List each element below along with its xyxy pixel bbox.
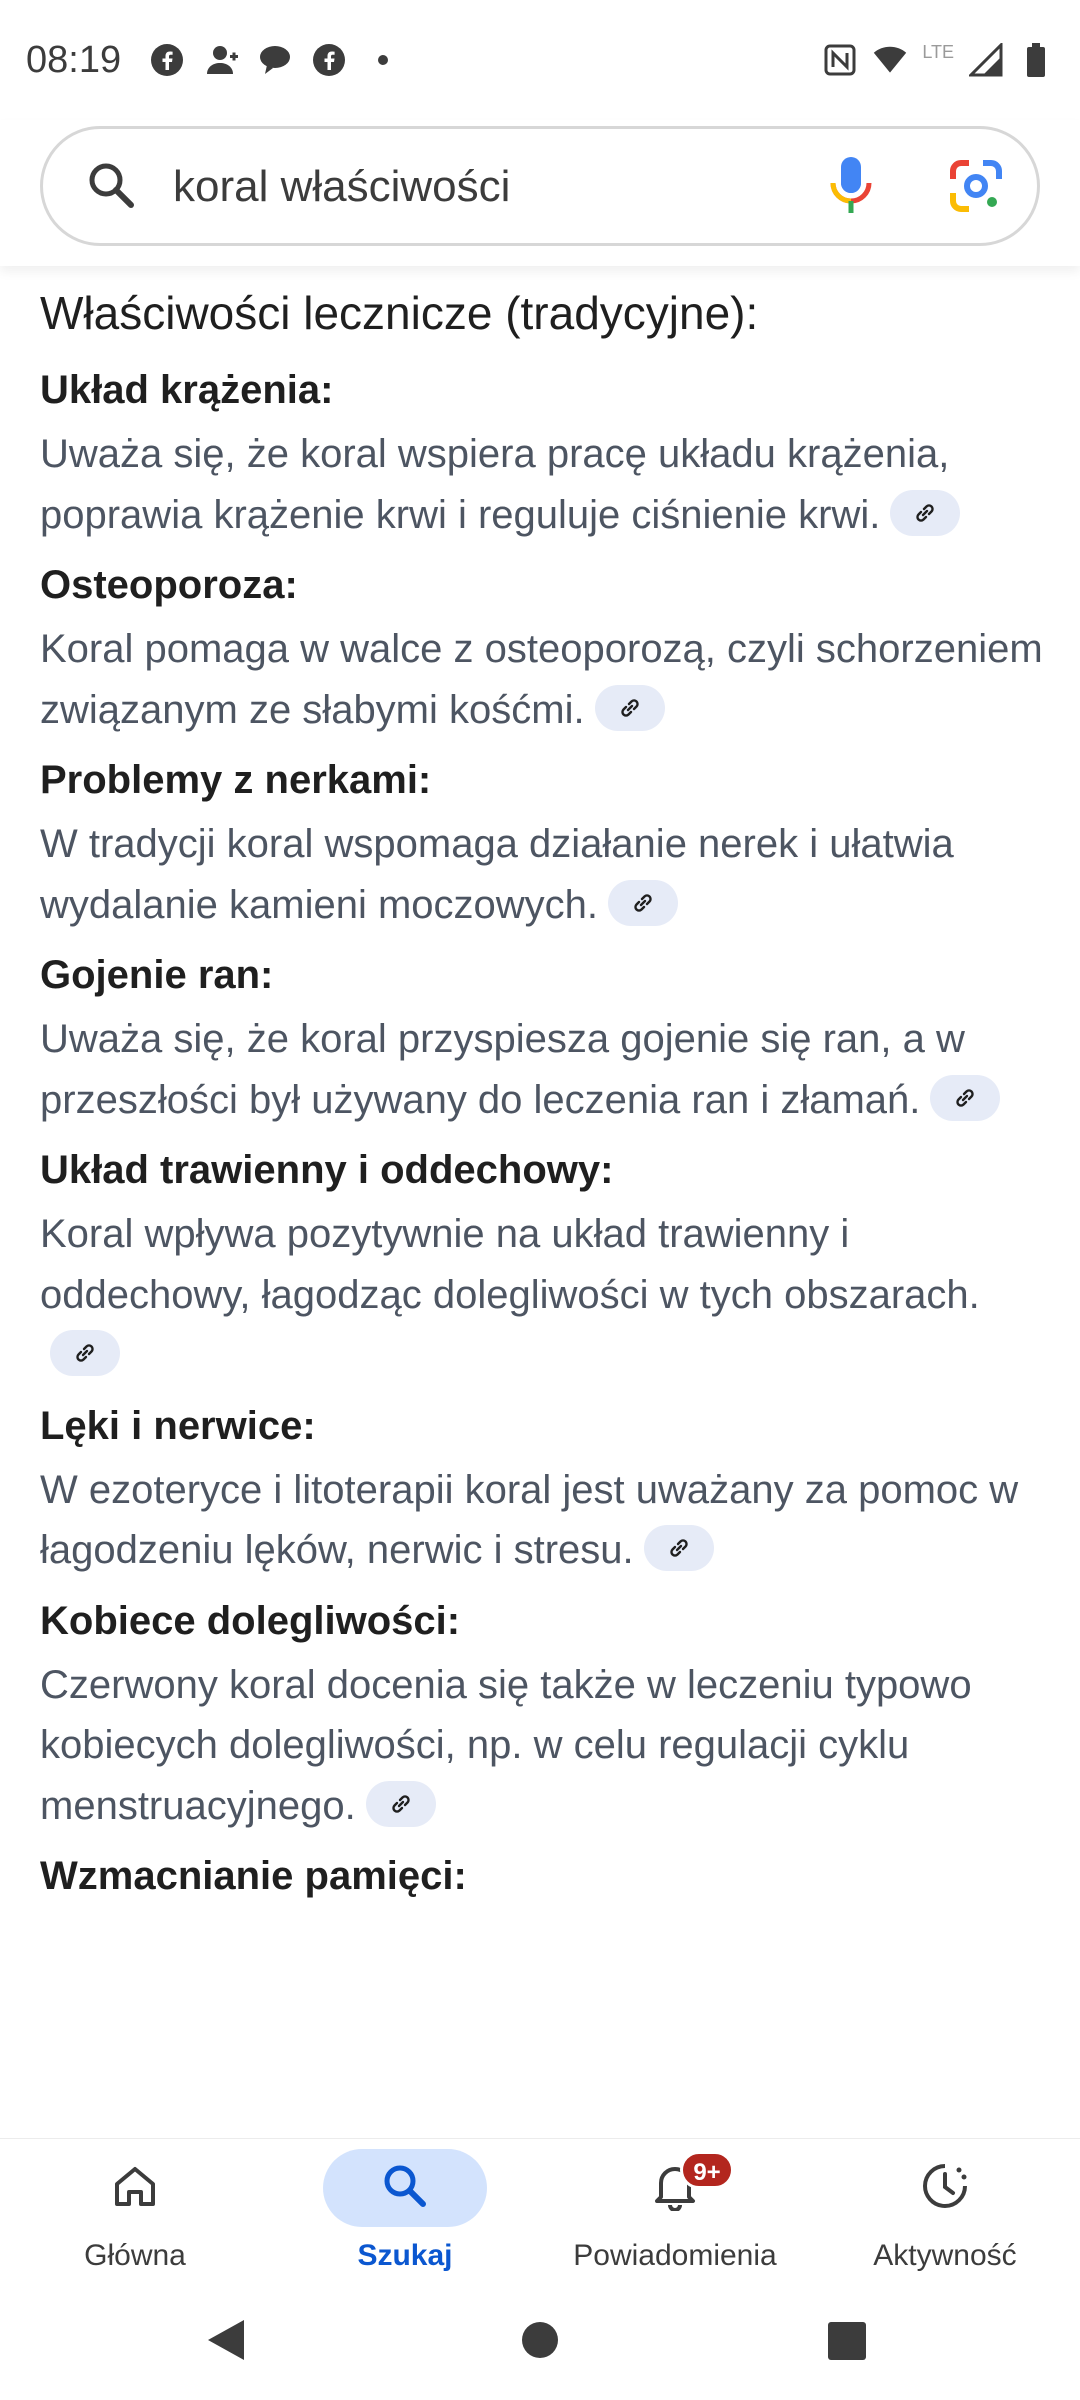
source-link-button[interactable] [930,1075,1000,1121]
lens-icon[interactable] [947,157,1005,220]
item-text: Uważa się, że koral przyspiesza gojenie się ran, a w przeszłości był używany do leczenia ran i złamań. [40,1009,1050,1130]
list-item [40,1398,1050,1581]
item-title: Układ krążenia: [40,368,334,412]
nav-label: Aktywność [873,2239,1017,2272]
list-item [40,1593,1050,1837]
search-icon [270,2151,540,2221]
bell-icon [540,2151,810,2221]
dot-icon [365,42,401,78]
item-title: Gojenie ran: [40,953,274,997]
wifi-icon [872,42,908,78]
nav-label: Szukaj [357,2239,453,2272]
item-text: W tradycji koral wspomaga działanie nerek i ułatwia wydalanie kamieni moczowych. [40,822,954,927]
section-heading: Właściwości lecznicze (tradycyjne): [40,287,759,339]
list-item [40,1142,1050,1386]
home-icon [0,2151,270,2221]
item-title: Problemy z nerkami: [40,758,432,802]
nav-item-home[interactable] [0,2139,270,2289]
home-circle-icon[interactable] [520,2316,560,2369]
link-icon [912,500,938,526]
search-input[interactable]: koral właściwości [173,162,511,211]
item-title: Wzmacnianie pamięci: [40,1854,467,1898]
signal-icon [968,42,1004,78]
facebook-icon [311,42,347,78]
chat-icon [257,42,293,78]
nav-item-activity[interactable] [810,2139,1080,2289]
item-title: Kobiece dolegliwości: [40,1598,461,1643]
source-link-button[interactable] [366,1781,436,1827]
add-friend-icon [203,42,239,78]
activity-icon [810,2151,1080,2221]
list-item [40,1848,1050,1904]
item-text: W ezoteryce i litoterapii koral jest uważany za pomoc w łagodzeniu lęków, nerwic i stresu. [40,1467,1019,1572]
list-item [40,362,1050,545]
link-icon [617,695,643,721]
item-title: Lęki i nerwice: [40,1403,316,1448]
item-title: Układ trawienny i oddechowy: [40,1148,614,1192]
source-link-button[interactable] [608,880,678,926]
nav-label: Powiadomienia [573,2239,777,2272]
nav-item-search[interactable] [270,2139,540,2289]
list-item [40,557,1050,740]
mic-icon[interactable] [829,155,873,224]
system-navigation-bar [0,2288,1080,2400]
item-title: Osteoporoza: [40,563,298,607]
status-time: 08:19 [26,38,122,81]
status-bar-right [822,42,1054,78]
battery-icon [1018,42,1054,78]
item-text: Koral pomaga w walce z osteoporozą, czyli schorzeniem związanym ze słabymi kośćmi. [40,627,1043,732]
source-link-button[interactable] [890,490,960,536]
list-item [40,752,1050,935]
source-link-button[interactable] [644,1525,714,1571]
link-icon [72,1340,98,1366]
back-icon[interactable] [204,2316,248,2369]
item-text: Czerwony koral docenia się także w leczeniu typowo kobiecych dolegliwości, np. w celu regulacji cyklu menstruacyjnego. [40,1662,972,1828]
facebook-icon [149,42,185,78]
source-link-button[interactable] [50,1330,120,1376]
link-icon [952,1085,978,1111]
nfc-icon [822,42,858,78]
bottom-navigation [0,2138,1080,2288]
ai-overview-content [40,270,1050,2138]
search-header [0,120,1080,266]
notification-badge: 9+ [680,2151,734,2189]
status-bar-left [26,39,401,82]
search-icon[interactable] [85,159,137,216]
link-icon [388,1791,414,1817]
item-text: Uważa się, że koral wspiera pracę układu krążenia, poprawia krążenie krwi i reguluje ciśnienie krwi. [40,424,1050,545]
nav-label: Główna [84,2239,186,2272]
recents-icon[interactable] [826,2316,868,2369]
network-type-label: LTE [922,41,954,62]
link-icon [666,1535,692,1561]
nav-item-notifications[interactable] [540,2139,810,2289]
search-bar[interactable] [40,126,1040,246]
status-bar [0,0,1080,120]
list-item [40,947,1050,1130]
item-text: Koral wpływa pozytywnie na układ trawienny i oddechowy, łagodząc dolegliwości w tych obszarach. [40,1204,1050,1386]
source-link-button[interactable] [595,685,665,731]
link-icon [630,890,656,916]
